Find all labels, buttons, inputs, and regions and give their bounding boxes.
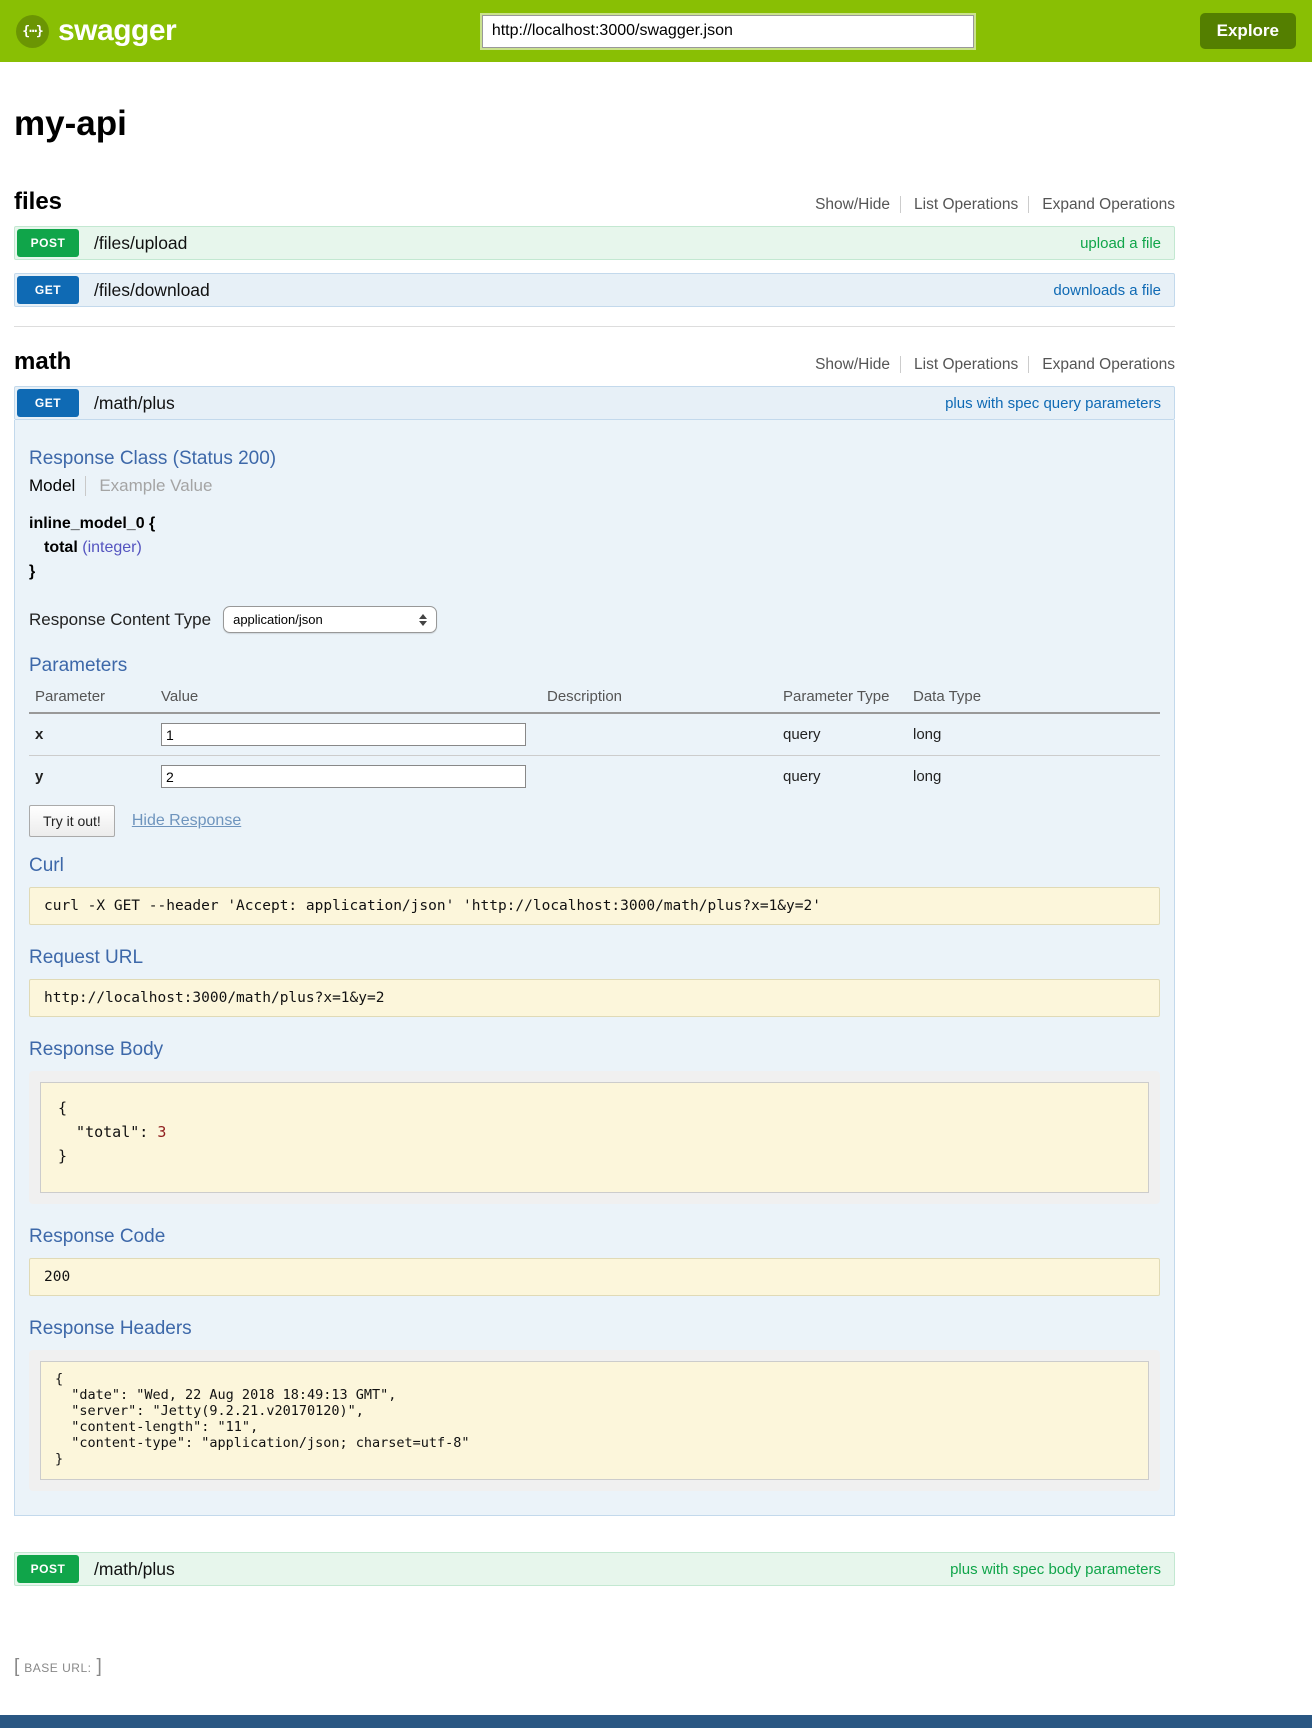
op-summary-upload-a-file[interactable]: upload a file (1080, 234, 1161, 252)
brand-name: swagger (58, 14, 177, 47)
col-header-parameter-type: Parameter Type (777, 683, 907, 713)
col-header-parameter: Parameter (29, 683, 155, 713)
tab-example-value[interactable]: Example Value (85, 476, 212, 496)
op-path-files-download[interactable]: /files/download (94, 279, 210, 300)
param-input-y[interactable] (161, 765, 526, 788)
op-summary-plus-body[interactable]: plus with spec body parameters (950, 1560, 1161, 1578)
response-code-heading: Response Code (29, 1226, 166, 1247)
files-section-controls (815, 196, 1175, 216)
response-headers-json (40, 1361, 1149, 1480)
param-data-type-x: long (907, 713, 1160, 756)
response-body-open: { (58, 1099, 68, 1117)
response-content-type-select[interactable] (223, 606, 437, 633)
try-it-out-button[interactable]: Try it out! (29, 805, 115, 837)
parameters-table (29, 683, 1160, 797)
show-hide-link[interactable]: Show/Hide (815, 356, 891, 373)
op-row-post-files-upload[interactable] (14, 226, 1175, 260)
response-class-heading: Response Class (Status 200) (29, 448, 277, 469)
response-headers-line: { (55, 1371, 64, 1387)
model-signature (29, 512, 1160, 584)
base-url-label: BASE URL: (24, 1661, 92, 1675)
hide-response-link[interactable]: Hide Response (131, 812, 242, 829)
section-title-math: math (14, 348, 72, 375)
content-wrapper (14, 62, 1175, 1586)
response-code-value: 200 (29, 1258, 1160, 1296)
math-section-header (14, 348, 1175, 376)
parameters-table-header-row (29, 683, 1160, 713)
response-body-close: } (58, 1147, 68, 1165)
base-url-open-bracket: [ (14, 1656, 20, 1677)
response-body-number: 3 (157, 1123, 167, 1141)
explore-button[interactable]: Explore (1200, 13, 1296, 49)
model-prop-name: total (44, 539, 78, 556)
list-operations-link[interactable]: List Operations (900, 196, 1018, 213)
try-it-out-row (29, 805, 1160, 837)
op-path-math-plus-post[interactable]: /math/plus (94, 1558, 175, 1579)
top-bar (0, 0, 1312, 62)
response-body-json (40, 1082, 1149, 1193)
expand-operations-link[interactable]: Expand Operations (1028, 196, 1175, 213)
col-header-description: Description (541, 683, 777, 713)
show-hide-link[interactable]: Show/Hide (815, 196, 891, 213)
param-row-y (29, 756, 1160, 798)
math-section-controls (815, 356, 1175, 376)
selected-content-type: application/json (233, 612, 323, 627)
swagger-logo-icon (16, 15, 49, 48)
response-headers-line: "content-type": "application/json; charset=utf-8" (55, 1435, 470, 1451)
spec-url-input[interactable] (482, 15, 974, 48)
response-content-type-label: Response Content Type (29, 609, 212, 629)
op-detail-panel (14, 420, 1175, 1516)
section-title-files: files (14, 188, 63, 215)
model-open: inline_model_0 { (29, 515, 156, 532)
response-body-key: "total": (58, 1123, 158, 1141)
response-body-heading: Response Body (29, 1039, 164, 1060)
response-headers-panel (29, 1350, 1160, 1491)
param-description-x (541, 713, 777, 756)
base-url-footer (14, 1656, 1312, 1678)
section-divider (14, 326, 1175, 327)
tab-model[interactable]: Model (29, 476, 76, 495)
op-row-get-files-download[interactable] (14, 273, 1175, 307)
response-body-panel (29, 1071, 1160, 1204)
model-prop-type: (integer) (82, 539, 142, 556)
files-section-header (14, 188, 1175, 216)
model-close: } (29, 563, 36, 580)
bottom-bar (0, 1715, 1312, 1728)
response-headers-line: "date": "Wed, 22 Aug 2018 18:49:13 GMT", (55, 1387, 397, 1403)
request-url-value: http://localhost:3000/math/plus?x=1&y=2 (29, 979, 1160, 1017)
expand-operations-link[interactable]: Expand Operations (1028, 356, 1175, 373)
param-row-x (29, 713, 1160, 756)
swagger-brand-link[interactable] (16, 14, 256, 48)
method-badge-post: POST (17, 229, 79, 257)
method-badge-get: GET (17, 276, 79, 304)
select-updown-icon (419, 614, 427, 626)
param-input-x[interactable] (161, 723, 526, 746)
parameters-heading: Parameters (29, 655, 128, 676)
op-path-math-plus[interactable]: /math/plus (94, 392, 175, 413)
response-headers-heading: Response Headers (29, 1318, 192, 1339)
list-operations-link[interactable]: List Operations (900, 356, 1018, 373)
request-url-heading: Request URL (29, 947, 144, 968)
param-description-y (541, 756, 777, 798)
response-headers-line: "content-length": "11", (55, 1419, 259, 1435)
method-badge-post: POST (17, 1555, 79, 1583)
op-row-get-math-plus[interactable] (14, 386, 1175, 420)
base-url-close-bracket: ] (96, 1656, 102, 1677)
topbar-center (256, 15, 1200, 48)
op-row-post-math-plus[interactable] (14, 1552, 1175, 1586)
param-name-y: y (35, 768, 44, 785)
model-property (44, 536, 1160, 560)
op-path-files-upload[interactable]: /files/upload (94, 232, 188, 253)
op-summary-downloads-a-file[interactable]: downloads a file (1053, 281, 1161, 299)
param-data-type-y: long (913, 768, 942, 785)
col-header-value: Value (155, 683, 541, 713)
method-badge-get: GET (17, 389, 79, 417)
curl-command: curl -X GET --header 'Accept: application/json' 'http://localhost:3000/math/plus?x=1&y=2' (29, 887, 1160, 925)
response-headers-line: } (55, 1451, 64, 1467)
op-summary-plus-query[interactable]: plus with spec query parameters (945, 394, 1161, 412)
response-content-type-row (29, 606, 1160, 633)
logo-glyph: {⋯} (22, 23, 43, 39)
param-name-x: x (29, 713, 155, 756)
param-type-y: query (783, 768, 821, 785)
api-title: my-api (14, 104, 127, 143)
curl-heading: Curl (29, 855, 64, 876)
col-header-data-type: Data Type (907, 683, 1160, 713)
response-headers-line: "server": "Jetty(9.2.21.v20170120)", (55, 1403, 364, 1419)
model-tabs (29, 476, 1160, 496)
param-type-x: query (777, 713, 907, 756)
